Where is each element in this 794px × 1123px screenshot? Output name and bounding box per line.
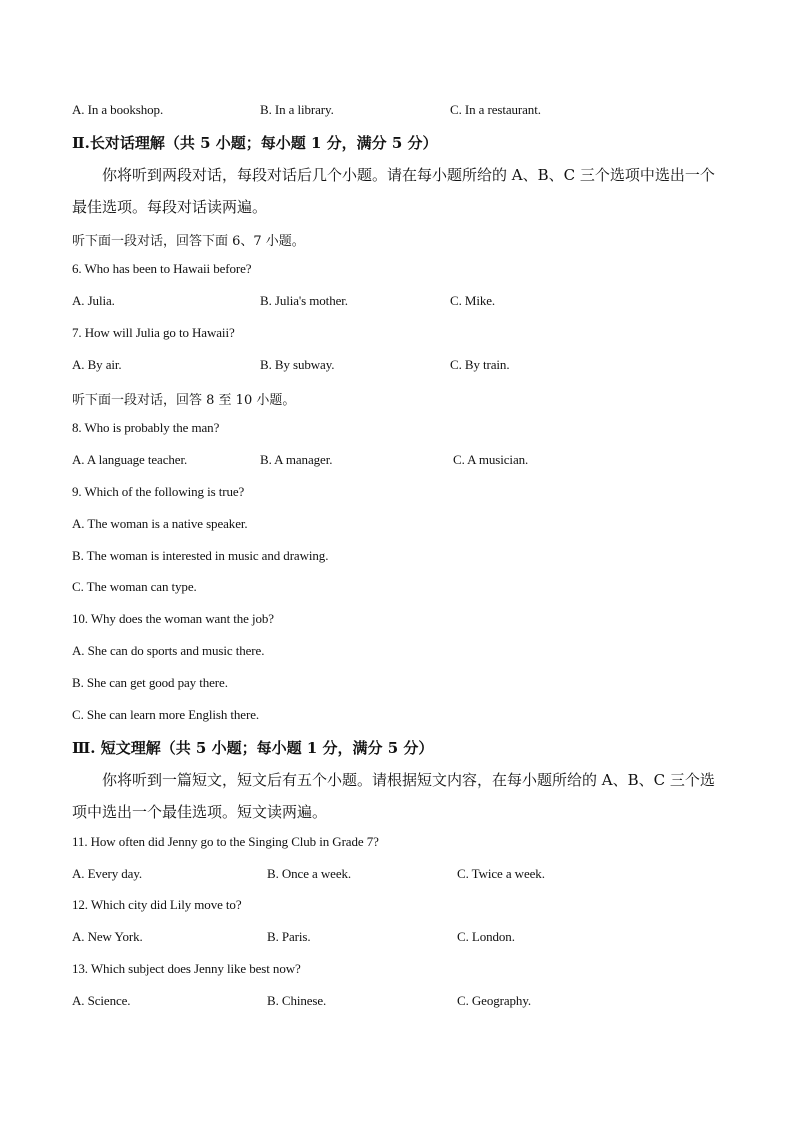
q11-option-b: B. Once a week. [267,866,352,881]
q6-text: 6. Who has been to Hawaii before? [72,261,252,276]
q5-option-b: B. In a library. [260,102,334,117]
q9-option-c: C. The woman can type. [72,579,197,594]
q11-option-a: A. Every day. [72,866,143,881]
q12-option-a: A. New York. [72,929,143,944]
q7-option-b: B. By subway. [260,357,335,372]
q6-option-b: B. Julia's mother. [260,293,348,308]
q10-option-c: C. She can learn more English there. [72,707,260,722]
q7-text: 7. How will Julia go to Hawaii? [72,325,235,340]
q11-option-c: C. Twice a week. [457,866,545,881]
q7-options [0,357,794,375]
q6-option-c: C. Mike. [450,293,496,308]
q13-options [0,993,794,1011]
q8-option-b: B. A manager. [260,452,333,467]
q10-text: 10. Why does the woman want the job? [72,611,274,626]
q8-options [0,452,794,470]
q13-option-a: A. Science. [72,993,131,1008]
section2-heading: Ⅱ.长对话理解（共 5 小题；每小题 1 分，满分 5 分） [72,134,438,152]
q13-option-c: C. Geography. [457,993,532,1008]
q6-options [0,293,794,311]
q8-option-c: C. A musician. [453,452,529,467]
q9-text: 9. Which of the following is true? [72,484,245,499]
q5-option-c: C. In a restaurant. [450,102,541,117]
q12-option-c: C. London. [457,929,515,944]
q8-text: 8. Who is probably the man? [72,420,220,435]
q10-option-a: A. She can do sports and music there. [72,643,265,658]
q8-option-a: A. A language teacher. [72,452,188,467]
q9-option-b: B. The woman is interested in music and drawing. [72,548,329,563]
q9-option-a: A. The woman is a native speaker. [72,516,248,531]
q7-option-a: A. By air. [72,357,122,372]
q5-options [0,102,794,120]
dialogue2-intro: 听下面一段对话，回答 8 至 10 小题。 [72,393,296,408]
q7-option-c: C. By train. [450,357,510,372]
section3-instructions: 你将听到一篇短文，短文后有五个小题。请根据短文内容，在每小题所给的 A、B、C 三个选项中选出一个最佳选项。短文读两遍。 [72,771,715,821]
q13-option-b: B. Chinese. [267,993,327,1008]
q11-text: 11. How often did Jenny go to the Singing Club in Grade 7? [72,834,379,849]
q6-option-a: A. Julia. [72,293,115,308]
section2-instructions: 你将听到两段对话，每段对话后几个小题。请在每小题所给的 A、B、C 三个选项中选出一个最佳选项。每段对话读两遍。 [72,166,715,216]
q13-text: 13. Which subject does Jenny like best now? [72,961,301,976]
dialogue1-intro: 听下面一段对话，回答下面 6、7 小题。 [72,234,305,249]
q10-option-b: B. She can get good pay there. [72,675,228,690]
q12-options [0,929,794,947]
q12-text: 12. Which city did Lily move to? [72,897,242,912]
q12-option-b: B. Paris. [267,929,311,944]
q11-options [0,866,794,884]
section3-heading: Ⅲ. 短文理解（共 5 小题；每小题 1 分，满分 5 分） [72,739,434,757]
q5-option-a: A. In a bookshop. [72,102,164,117]
